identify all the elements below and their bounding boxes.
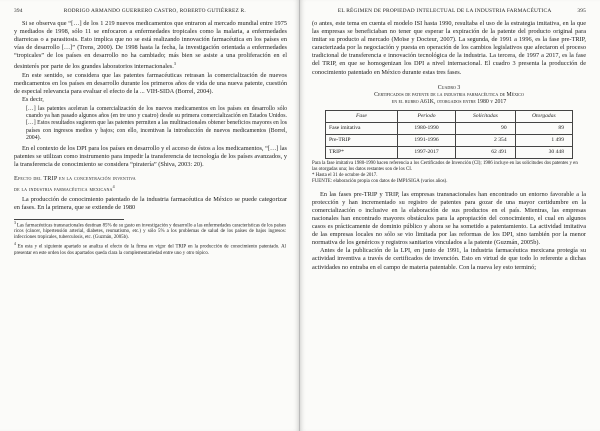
left-paragraph-3: Es decir, bbox=[22, 95, 44, 103]
cell-fase: Pre-TRIP bbox=[326, 134, 398, 146]
cell-periodo: 1980-1990 bbox=[397, 122, 455, 134]
cell-solicitadas: 2 354 bbox=[456, 134, 515, 146]
table-source: FUENTE: elaboración propia con datos de IMPI/SIGA (varios años). bbox=[312, 178, 448, 184]
left-paragraph-4: En el contexto de los DPI para los países en desarrollo y el acceso de éstos a los medicamentos, “[…] las patentes se utilizan como instrumento para impedir la transferencia de tecnología de los países avanzados, y la transferencia de conocimiento se considera “piratería” (Shiva, 2003: 20). bbox=[14, 145, 287, 169]
right-page bbox=[300, 0, 600, 431]
left-page-number: 394 bbox=[14, 8, 23, 14]
table-note-2: * Hasta el 31 de octubre de 2017. bbox=[312, 172, 378, 178]
footnote-3: $^3$ Las farmacéuticas transnacionales destinan 85% de su gasto en investigación y desarrollo a las enfermedades características de los países ricos (cáncer, hipertensión arterial, diabetes, reumatismo, etc.) y sólo 5% a los problemas de salud de los países de bajos ingresos: infecciones tropicales, tuberculosis, etc. (Guzmán, 2005b). bbox=[14, 220, 286, 241]
cell-fase: Fase imitativa bbox=[326, 122, 398, 134]
right-running-head bbox=[312, 8, 586, 14]
table-header-row bbox=[326, 110, 573, 122]
right-paragraph-2: En las fases pre-TRIP y TRIP, las empresas transnacionales han encontrado un entorno favorable a la protección y han incrementado su registro de patentes para gozar de una mayor certidumbre en la comercialización o inclusive en la elaboración de sus productos en el país. Mientras, las empresas nacionales han encontrado mayores obstáculos para la apropiación del conocimiento, el cual en algunos casos es prácticamente de dominio público y ahora se ha sometido a patentamiento. La actividad imitativa de las empresas locales no sólo se vio limitada por las reformas de los DPI, sino también por la menor normativa de los genéricos y registros sanitarios vinculados a la patente (Guzmán, 2005b). bbox=[312, 190, 586, 247]
col-header-fase: Fase bbox=[326, 110, 398, 122]
cell-periodo: 1991-1996 bbox=[397, 134, 455, 146]
left-header-authors: RODRIGO ARMANDO GUERRERO CASTRO, ROBERTO GUTIÉRREZ R. bbox=[63, 8, 246, 14]
cell-otorgadas: 30 448 bbox=[515, 146, 572, 158]
cell-solicitadas: 90 bbox=[456, 122, 515, 134]
left-paragraph-5: La producción de conocimiento patentado de la industria farmacéutica de México se puede categorizar en fases. En la primera, que se extiende de 1980 bbox=[14, 196, 287, 212]
left-paragraph-2: En este sentido, se considera que las patentes farmacéuticas retrasan la comercialización de nuevos medicamentos en los países en desarrollo durante los primeros años de vida de una nueva patente, cuestión de especial relevancia para evaluar el efecto de la ... VIH-SIDA (Borrel, 2004). bbox=[14, 71, 287, 95]
cell-otorgadas: 1 499 bbox=[515, 134, 572, 146]
col-header-otorgadas: Otorgadas bbox=[515, 110, 572, 122]
table-title-line-1: Certificados de patente de la industria farmacéutica de México bbox=[374, 91, 524, 98]
table-title-line-2: en el rubro A61K, otorgados entre 1980 y 2017 bbox=[391, 98, 507, 105]
section-heading: Efecto del TRIP en la concentración inventiva de la industria farmacéutica mexicana$^4$ bbox=[14, 175, 136, 194]
right-paragraph-3: Antes de la publicación de la LPI, en junio de 1991, la industria farmacéutica mexicana protegía su actividad inventiva a través de certificados de invención. Esto en virtud de que todo lo referente a dichas actividades no entraba en el campo de materia patentable. Con la nueva ley esto terminó; bbox=[312, 247, 586, 271]
cell-otorgadas: 89 bbox=[515, 122, 572, 134]
table-note-1: Para la fase imitativa 1980-1990 hacen referencia a los Certificados de Invención (CI); 1986 incluye en las solicitudes dos patentes y en las otorgadas una; los datos restantes son de los CI. bbox=[312, 160, 578, 172]
cell-fase: TRIP* bbox=[326, 146, 398, 158]
cell-solicitadas: 62 491 bbox=[456, 146, 515, 158]
col-header-periodo: Periodo bbox=[397, 110, 455, 122]
left-blockquote: […] las patentes aceleran la comercialización de los nuevos medicamentos en los países en desarrollo sólo cuando ya han pasado algunos años (en tre uno y cuatro) desde su primera comercialización en Estados Unidos. […] Estos resultados sugieren que las patentes permiten a las multinacionales obtener beneficios mayores en los países con ingresos medios y bajos; con ello, incentivan la introducción de nuevos medicamentos (Borrel, 2004). bbox=[26, 106, 287, 141]
col-header-solicitadas: Solicitadas bbox=[456, 110, 515, 122]
left-running-head bbox=[14, 8, 287, 14]
table-row bbox=[326, 146, 573, 158]
table-label: Cuadro 3 bbox=[437, 84, 461, 91]
right-paragraph-1: (o antes, este tema en cuenta el modelo ISI hasta 1990, resultaba el uso de la estrategia imitativa, en la que las empresas se beneficiaban no tener que esperar la expiración de la patente del producto original para imitar su producto al mercado (Moïse y Docteur, 2007). La segunda, de 1991 a 1996, es la fase pre-TRIP, caracterizada por la negociación y puesta en operación de los cambios legislativos que afectaron el proceso tradicional de transferencia e innovación tecnológica de la industria. La tercera, de 1997 a 2017, es la fase del TRIP, en que se homogenizan los DPI a nivel internacional. El cuadro 3 presenta la producción de conocimiento patentado en México durante estas tres fases. bbox=[312, 20, 586, 76]
table-row bbox=[326, 134, 573, 146]
left-paragraph-1: Si se observa que “[…] de los 1 219 nuevos medicamentos que entraron al mercado mundial entre 1975 y mediados de 1998, sólo 11 se enfocaron a enfermedades tropicales como la malaria, a enfermedades diarreicas o a parasitosis. Esto implica que no se está realizando innovación farmacéutica en los países en vías de desarrollo […]” (Trens, 2000). De 1998 hasta la fecha, la investigación orientada a enfermedades “tropicales” de los países en desarrollo no ha cambiado; más bien se asiste a una proliferación en el desinterés por parte de los grandes laboratorios internacionales.$^3$ bbox=[14, 20, 287, 71]
table-row bbox=[326, 122, 573, 134]
right-header-title: EL RÉGIMEN DE PROPIEDAD INTELECTUAL DE LA INDUSTRIA FARMACÉUTICA bbox=[337, 8, 552, 14]
cell-periodo: 1997-2017 bbox=[397, 146, 455, 158]
patent-table bbox=[325, 110, 573, 159]
right-page-number: 395 bbox=[577, 8, 586, 14]
footnote-4: $^4$ En esta y el siguiente apartado se analiza el efecto de la firma en vigor del TRIP en la producción de conocimiento patentado. Al presentar en este orden los dos apartados queda clara la complementariedad entre uno y otro tópico. bbox=[14, 242, 286, 256]
